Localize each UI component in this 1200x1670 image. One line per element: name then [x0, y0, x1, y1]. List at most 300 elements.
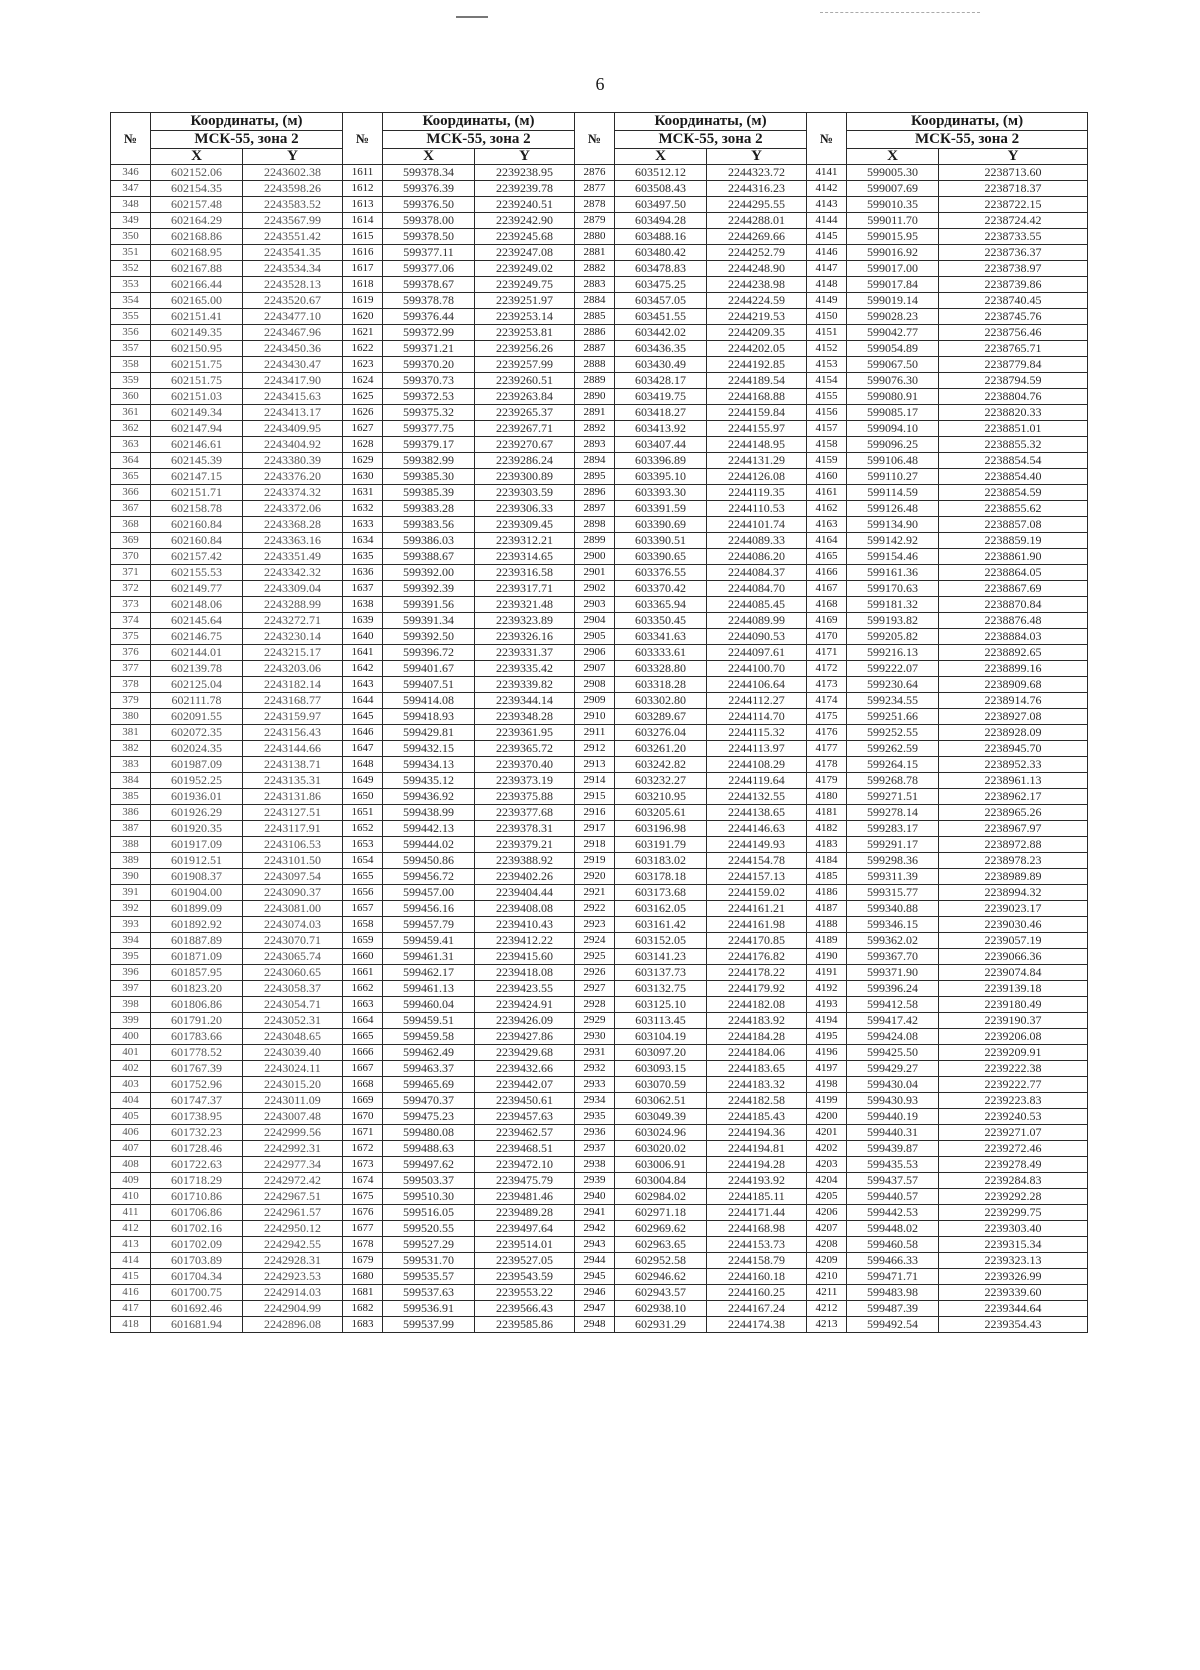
point-number-cell: 1674 [343, 1173, 383, 1189]
point-number-cell: 4141 [807, 165, 847, 181]
coord-x-cell: 603049.39 [615, 1109, 707, 1125]
coord-y-cell: 2239402.26 [475, 869, 575, 885]
coord-y-cell: 2243272.71 [243, 613, 343, 629]
coord-x-cell: 601706.86 [151, 1205, 243, 1221]
coord-x-cell: 599412.58 [847, 997, 939, 1013]
point-number-cell: 401 [111, 1045, 151, 1061]
point-number-cell: 2920 [575, 869, 615, 885]
coord-y-cell: 2239481.46 [475, 1189, 575, 1205]
coord-x-cell: 599407.51 [383, 677, 475, 693]
coord-y-cell: 2239306.33 [475, 501, 575, 517]
coord-y-cell: 2238961.13 [939, 773, 1088, 789]
coord-y-cell: 2238967.97 [939, 821, 1088, 837]
coord-x-cell: 599483.98 [847, 1285, 939, 1301]
coord-y-cell: 2244119.35 [707, 485, 807, 501]
table-row [111, 181, 1088, 197]
coord-x-cell: 603178.18 [615, 869, 707, 885]
coord-x-cell: 601920.35 [151, 821, 243, 837]
coord-y-cell: 2239312.21 [475, 533, 575, 549]
coord-x-cell: 599456.16 [383, 901, 475, 917]
coord-y-cell: 2243039.40 [243, 1045, 343, 1061]
coord-x-cell: 603125.10 [615, 997, 707, 1013]
coord-x-cell: 602969.62 [615, 1221, 707, 1237]
table-row [111, 1173, 1088, 1189]
coord-x-cell: 601899.09 [151, 901, 243, 917]
point-number-cell: 380 [111, 709, 151, 725]
point-number-cell: 377 [111, 661, 151, 677]
coord-y-cell: 2244179.92 [707, 981, 807, 997]
coord-x-cell: 603376.55 [615, 565, 707, 581]
point-number-cell: 1667 [343, 1061, 383, 1077]
coord-y-cell: 2244146.63 [707, 821, 807, 837]
coord-x-cell: 599435.12 [383, 773, 475, 789]
coord-y-cell: 2243168.77 [243, 693, 343, 709]
coord-y-cell: 2239315.34 [939, 1237, 1088, 1253]
coord-x-cell: 601936.01 [151, 789, 243, 805]
coord-y-cell: 2244252.79 [707, 245, 807, 261]
coord-y-cell: 2243376.20 [243, 469, 343, 485]
coord-y-cell: 2239278.49 [939, 1157, 1088, 1173]
table-row [111, 597, 1088, 613]
coord-y-cell: 2244089.99 [707, 613, 807, 629]
coord-x-cell: 599222.07 [847, 661, 939, 677]
coord-y-cell: 2244219.53 [707, 309, 807, 325]
coord-x-cell: 599503.37 [383, 1173, 475, 1189]
coord-x-cell: 601857.95 [151, 965, 243, 981]
table-row [111, 1205, 1088, 1221]
coord-y-cell: 2239300.89 [475, 469, 575, 485]
point-number-cell: 405 [111, 1109, 151, 1125]
point-number-cell: 2946 [575, 1285, 615, 1301]
coord-x-cell: 599463.37 [383, 1061, 475, 1077]
coord-x-cell: 599126.48 [847, 501, 939, 517]
coord-y-cell: 2239450.61 [475, 1093, 575, 1109]
coord-x-cell: 599392.00 [383, 565, 475, 581]
point-number-cell: 2932 [575, 1061, 615, 1077]
point-number-cell: 2881 [575, 245, 615, 261]
coord-y-cell: 2238738.97 [939, 261, 1088, 277]
coord-y-cell: 2239527.05 [475, 1253, 575, 1269]
coord-x-cell: 602125.04 [151, 677, 243, 693]
coord-y-cell: 2242923.53 [243, 1269, 343, 1285]
coord-y-cell: 2243054.71 [243, 997, 343, 1013]
table-row [111, 501, 1088, 517]
point-number-cell: 1640 [343, 629, 383, 645]
coord-x-cell: 599054.89 [847, 341, 939, 357]
coord-x-cell: 599535.57 [383, 1269, 475, 1285]
coord-y-cell: 2244178.22 [707, 965, 807, 981]
coord-x-cell: 599017.00 [847, 261, 939, 277]
coord-x-cell: 599442.53 [847, 1205, 939, 1221]
scan-artifact-left [456, 16, 488, 18]
point-number-cell: 2927 [575, 981, 615, 997]
table-row [111, 1237, 1088, 1253]
point-number-cell: 2921 [575, 885, 615, 901]
coord-y-cell: 2243070.71 [243, 933, 343, 949]
point-number-cell: 347 [111, 181, 151, 197]
coord-x-cell: 599461.31 [383, 949, 475, 965]
coord-x-cell: 599438.99 [383, 805, 475, 821]
coord-y-cell: 2244202.05 [707, 341, 807, 357]
point-number-cell: 2917 [575, 821, 615, 837]
coord-x-cell: 603302.80 [615, 693, 707, 709]
coord-y-cell: 2243065.74 [243, 949, 343, 965]
point-number-cell: 406 [111, 1125, 151, 1141]
coord-y-cell: 2244192.85 [707, 357, 807, 373]
coord-x-cell: 599216.13 [847, 645, 939, 661]
point-number-cell: 1662 [343, 981, 383, 997]
coord-y-cell: 2239253.14 [475, 309, 575, 325]
point-number-cell: 1622 [343, 341, 383, 357]
table-row [111, 789, 1088, 805]
coord-y-cell: 2239426.09 [475, 1013, 575, 1029]
table-row [111, 437, 1088, 453]
table-row [111, 917, 1088, 933]
coord-x-cell: 602151.03 [151, 389, 243, 405]
coord-y-cell: 2242904.99 [243, 1301, 343, 1317]
coord-x-cell: 599487.39 [847, 1301, 939, 1317]
coord-x-cell: 602111.78 [151, 693, 243, 709]
table-row [111, 629, 1088, 645]
point-number-cell: 1677 [343, 1221, 383, 1237]
coord-x-cell: 599094.10 [847, 421, 939, 437]
coord-y-cell: 2239247.08 [475, 245, 575, 261]
coord-y-cell: 2242942.55 [243, 1237, 343, 1253]
coord-x-cell: 599283.17 [847, 821, 939, 837]
point-number-cell: 1626 [343, 405, 383, 421]
point-number-cell: 2890 [575, 389, 615, 405]
coord-y-cell: 2243467.96 [243, 325, 343, 341]
point-number-cell: 2912 [575, 741, 615, 757]
coord-x-cell: 599291.17 [847, 837, 939, 853]
coord-y-cell: 2238972.88 [939, 837, 1088, 853]
coord-x-cell: 599429.81 [383, 725, 475, 741]
coord-x-cell: 599492.54 [847, 1317, 939, 1333]
point-number-cell: 2908 [575, 677, 615, 693]
coord-y-cell: 2244176.82 [707, 949, 807, 965]
point-number-cell: 4187 [807, 901, 847, 917]
table-row [111, 197, 1088, 213]
coord-x-cell: 603318.28 [615, 677, 707, 693]
coord-x-cell: 599010.35 [847, 197, 939, 213]
point-number-cell: 4180 [807, 789, 847, 805]
table-row [111, 1301, 1088, 1317]
coord-x-cell: 599383.28 [383, 501, 475, 517]
point-number-cell: 382 [111, 741, 151, 757]
coord-x-cell: 599457.00 [383, 885, 475, 901]
coord-y-cell: 2239023.17 [939, 901, 1088, 917]
point-number-cell: 4165 [807, 549, 847, 565]
coord-x-cell: 599386.03 [383, 533, 475, 549]
coord-y-cell: 2243015.20 [243, 1077, 343, 1093]
y-header: Y [475, 149, 575, 165]
point-number-cell: 2933 [575, 1077, 615, 1093]
coord-y-cell: 2238854.54 [939, 453, 1088, 469]
coord-x-cell: 599480.08 [383, 1125, 475, 1141]
coord-y-cell: 2239377.68 [475, 805, 575, 821]
coord-x-cell: 602152.06 [151, 165, 243, 181]
coord-y-cell: 2243081.00 [243, 901, 343, 917]
coord-x-cell: 599385.39 [383, 485, 475, 501]
point-number-cell: 4157 [807, 421, 847, 437]
page-number: 6 [595, 74, 605, 94]
coord-y-cell: 2243101.50 [243, 853, 343, 869]
coord-y-cell: 2238718.37 [939, 181, 1088, 197]
coord-x-cell: 601806.86 [151, 997, 243, 1013]
coord-x-cell: 599436.92 [383, 789, 475, 805]
coord-x-cell: 599430.04 [847, 1077, 939, 1093]
coord-y-cell: 2244183.92 [707, 1013, 807, 1029]
coord-y-cell: 2244119.64 [707, 773, 807, 789]
table-row [111, 1125, 1088, 1141]
coord-y-cell: 2244168.88 [707, 389, 807, 405]
coord-x-cell: 599497.62 [383, 1157, 475, 1173]
point-number-cell: 1632 [343, 501, 383, 517]
point-number-cell: 350 [111, 229, 151, 245]
coord-x-cell: 601908.37 [151, 869, 243, 885]
coord-x-cell: 603508.43 [615, 181, 707, 197]
table-row [111, 165, 1088, 181]
point-number-cell: 1616 [343, 245, 383, 261]
coord-x-cell: 599252.55 [847, 725, 939, 741]
table-row [111, 933, 1088, 949]
point-number-cell: 4162 [807, 501, 847, 517]
point-number-cell: 1618 [343, 277, 383, 293]
point-number-cell: 404 [111, 1093, 151, 1109]
coord-x-cell: 599376.39 [383, 181, 475, 197]
coord-y-cell: 2238928.09 [939, 725, 1088, 741]
coord-y-cell: 2239323.89 [475, 613, 575, 629]
table-row [111, 1061, 1088, 1077]
coord-x-cell: 602091.55 [151, 709, 243, 725]
coord-y-cell: 2239412.22 [475, 933, 575, 949]
point-number-cell: 1643 [343, 677, 383, 693]
coord-y-cell: 2239180.49 [939, 997, 1088, 1013]
coord-y-cell: 2243528.13 [243, 277, 343, 293]
coord-x-cell: 599388.67 [383, 549, 475, 565]
table-row [111, 901, 1088, 917]
point-number-cell: 2903 [575, 597, 615, 613]
point-number-cell: 1647 [343, 741, 383, 757]
coord-x-cell: 599462.17 [383, 965, 475, 981]
coord-y-cell: 2242967.51 [243, 1189, 343, 1205]
coord-x-cell: 603341.63 [615, 629, 707, 645]
point-number-cell: 1625 [343, 389, 383, 405]
coord-y-cell: 2239242.90 [475, 213, 575, 229]
coord-y-cell: 2244110.53 [707, 501, 807, 517]
point-number-cell: 4144 [807, 213, 847, 229]
point-number-cell: 2886 [575, 325, 615, 341]
scan-artifact-right [820, 12, 980, 13]
point-number-cell: 1630 [343, 469, 383, 485]
coord-y-cell: 2243203.06 [243, 661, 343, 677]
point-number-cell: 373 [111, 597, 151, 613]
coord-x-cell: 599378.67 [383, 277, 475, 293]
point-number-cell: 1681 [343, 1285, 383, 1301]
point-number-cell: 391 [111, 885, 151, 901]
coord-x-cell: 599268.78 [847, 773, 939, 789]
coord-y-cell: 2244194.28 [707, 1157, 807, 1173]
coord-y-cell: 2238989.89 [939, 869, 1088, 885]
point-number-cell: 410 [111, 1189, 151, 1205]
coord-y-cell: 2239265.37 [475, 405, 575, 421]
point-number-cell: 2892 [575, 421, 615, 437]
point-number-cell: 1619 [343, 293, 383, 309]
coord-title: Координаты, (м) [847, 113, 1088, 131]
coord-y-cell: 2244295.55 [707, 197, 807, 213]
table-row [111, 1189, 1088, 1205]
coord-y-cell: 2239323.13 [939, 1253, 1088, 1269]
coord-x-cell: 602938.10 [615, 1301, 707, 1317]
coord-x-cell: 599537.99 [383, 1317, 475, 1333]
coord-y-cell: 2244114.70 [707, 709, 807, 725]
coord-y-cell: 2243024.11 [243, 1061, 343, 1077]
point-number-cell: 2926 [575, 965, 615, 981]
point-number-cell: 4199 [807, 1093, 847, 1109]
point-number-cell: 1679 [343, 1253, 383, 1269]
coord-y-cell: 2244183.32 [707, 1077, 807, 1093]
point-number-cell: 4149 [807, 293, 847, 309]
point-number-cell: 4173 [807, 677, 847, 693]
coord-x-cell: 603132.75 [615, 981, 707, 997]
table-row [111, 1269, 1088, 1285]
coord-title: Координаты, (м) [151, 113, 343, 131]
coord-x-cell: 603113.45 [615, 1013, 707, 1029]
table-row [111, 533, 1088, 549]
point-number-cell: 400 [111, 1029, 151, 1045]
point-number-cell: 2889 [575, 373, 615, 389]
coord-x-cell: 599262.59 [847, 741, 939, 757]
coord-x-cell: 602168.95 [151, 245, 243, 261]
coord-x-cell: 602151.75 [151, 373, 243, 389]
coord-y-cell: 2239489.28 [475, 1205, 575, 1221]
coord-y-cell: 2239379.21 [475, 837, 575, 853]
point-number-cell: 2914 [575, 773, 615, 789]
point-number-cell: 354 [111, 293, 151, 309]
point-number-cell: 4168 [807, 597, 847, 613]
table-row [111, 1317, 1088, 1333]
point-number-cell: 2948 [575, 1317, 615, 1333]
coord-y-cell: 2239238.95 [475, 165, 575, 181]
coord-y-cell: 2243477.10 [243, 309, 343, 325]
coord-title: Координаты, (м) [615, 113, 807, 131]
coord-x-cell: 601917.09 [151, 837, 243, 853]
point-number-cell: 1661 [343, 965, 383, 981]
coord-y-cell: 2243182.14 [243, 677, 343, 693]
coord-x-cell: 602931.29 [615, 1317, 707, 1333]
coord-y-cell: 2243372.06 [243, 501, 343, 517]
coord-y-cell: 2238854.59 [939, 485, 1088, 501]
coord-x-cell: 599106.48 [847, 453, 939, 469]
coord-y-cell: 2239475.79 [475, 1173, 575, 1189]
point-number-cell: 4154 [807, 373, 847, 389]
point-number-cell: 4196 [807, 1045, 847, 1061]
point-number-cell: 2897 [575, 501, 615, 517]
point-number-cell: 2878 [575, 197, 615, 213]
coord-y-cell: 2239408.08 [475, 901, 575, 917]
table-row [111, 469, 1088, 485]
coord-y-cell: 2244288.01 [707, 213, 807, 229]
coord-y-cell: 2239139.18 [939, 981, 1088, 997]
point-number-cell: 2899 [575, 533, 615, 549]
point-number-cell: 395 [111, 949, 151, 965]
point-number-cell: 4143 [807, 197, 847, 213]
point-number-cell: 388 [111, 837, 151, 853]
coord-x-cell: 599456.72 [383, 869, 475, 885]
coord-y-cell: 2239257.99 [475, 357, 575, 373]
point-number-cell: 2929 [575, 1013, 615, 1029]
coord-y-cell: 2238857.08 [939, 517, 1088, 533]
coord-x-cell: 599028.23 [847, 309, 939, 325]
point-number-cell: 389 [111, 853, 151, 869]
coord-y-cell: 2244155.97 [707, 421, 807, 437]
coord-y-cell: 2243097.54 [243, 869, 343, 885]
coord-y-cell: 2239251.97 [475, 293, 575, 309]
point-number-cell: 2940 [575, 1189, 615, 1205]
point-number-cell: 368 [111, 517, 151, 533]
coord-x-cell: 599076.30 [847, 373, 939, 389]
point-number-cell: 4210 [807, 1269, 847, 1285]
coord-y-cell: 2238859.19 [939, 533, 1088, 549]
point-number-cell: 2906 [575, 645, 615, 661]
coord-y-cell: 2238927.08 [939, 709, 1088, 725]
coord-y-cell: 2239415.60 [475, 949, 575, 965]
coord-x-cell: 599016.92 [847, 245, 939, 261]
coord-system: МСК-55, зона 2 [847, 131, 1088, 149]
coord-x-cell: 603137.73 [615, 965, 707, 981]
point-number-cell: 1650 [343, 789, 383, 805]
coord-y-cell: 2244149.93 [707, 837, 807, 853]
point-number-cell: 2884 [575, 293, 615, 309]
point-number-cell: 2905 [575, 629, 615, 645]
table-row [111, 757, 1088, 773]
coord-y-cell: 2239303.40 [939, 1221, 1088, 1237]
point-number-cell: 4195 [807, 1029, 847, 1045]
coord-y-cell: 2243583.52 [243, 197, 343, 213]
coord-x-cell: 602149.77 [151, 581, 243, 597]
point-number-cell: 4207 [807, 1221, 847, 1237]
table-row [111, 549, 1088, 565]
coord-x-cell: 599457.79 [383, 917, 475, 933]
coord-x-cell: 603205.61 [615, 805, 707, 821]
coord-y-cell: 2244138.65 [707, 805, 807, 821]
table-row [111, 405, 1088, 421]
coord-y-cell: 2238945.70 [939, 741, 1088, 757]
coord-y-cell: 2243374.32 [243, 485, 343, 501]
coord-y-cell: 2244189.54 [707, 373, 807, 389]
coord-x-cell: 601887.89 [151, 933, 243, 949]
coord-y-cell: 2239240.51 [475, 197, 575, 213]
coord-x-cell: 601728.46 [151, 1141, 243, 1157]
coord-title: Координаты, (м) [383, 113, 575, 131]
point-number-cell: 366 [111, 485, 151, 501]
coord-y-cell: 2238899.16 [939, 661, 1088, 677]
coord-x-cell: 599379.17 [383, 437, 475, 453]
coord-x-cell: 599471.71 [847, 1269, 939, 1285]
coord-x-cell: 599437.57 [847, 1173, 939, 1189]
table-row [111, 453, 1088, 469]
coord-y-cell: 2244084.70 [707, 581, 807, 597]
coord-x-cell: 599435.53 [847, 1157, 939, 1173]
coord-y-cell: 2239585.86 [475, 1317, 575, 1333]
coord-x-cell: 599017.84 [847, 277, 939, 293]
point-number-cell: 417 [111, 1301, 151, 1317]
coord-x-cell: 599154.46 [847, 549, 939, 565]
point-number-cell: 1657 [343, 901, 383, 917]
coord-x-cell: 599080.91 [847, 389, 939, 405]
num-header: № [343, 113, 383, 165]
y-header: Y [939, 149, 1088, 165]
